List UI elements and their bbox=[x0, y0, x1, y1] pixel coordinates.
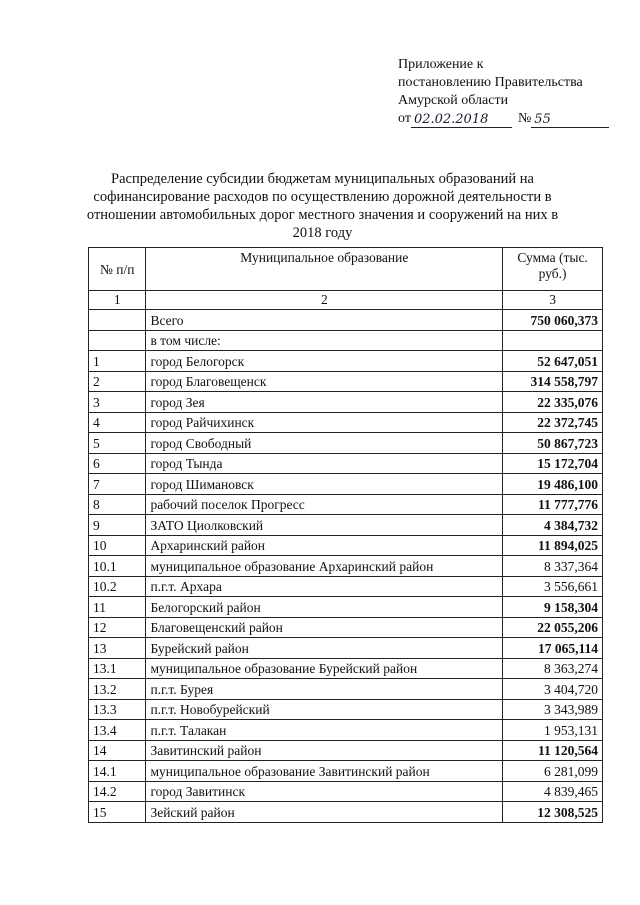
row-number: 13.2 bbox=[89, 679, 146, 700]
row-amount: 12 308,525 bbox=[503, 802, 603, 823]
row-number: 3 bbox=[89, 392, 146, 413]
col-number: 1 bbox=[89, 291, 146, 310]
row-amount: 3 556,661 bbox=[503, 576, 603, 597]
row-number: 4 bbox=[89, 412, 146, 433]
row-amount: 6 281,099 bbox=[503, 761, 603, 782]
row-amount: 52 647,051 bbox=[503, 351, 603, 372]
table-row bbox=[89, 781, 603, 802]
table-row bbox=[89, 699, 603, 720]
row-amount: 4 384,732 bbox=[503, 515, 603, 536]
table-row bbox=[89, 658, 603, 679]
table-row bbox=[89, 576, 603, 597]
appendix-date-line bbox=[398, 110, 609, 128]
row-municipality: город Зея bbox=[146, 392, 503, 413]
row-amount: 1 953,131 bbox=[503, 720, 603, 741]
handwritten-date: 02.02.2018 bbox=[411, 112, 512, 128]
row-number: 10.1 bbox=[89, 556, 146, 577]
row-amount: 11 894,025 bbox=[503, 535, 603, 556]
row-number: 14.1 bbox=[89, 761, 146, 782]
row-municipality: город Шимановск bbox=[146, 474, 503, 495]
table-row bbox=[89, 556, 603, 577]
col-number: 2 bbox=[146, 291, 503, 310]
table-row bbox=[89, 433, 603, 454]
row-amount: 9 158,304 bbox=[503, 597, 603, 618]
row-municipality: Зейский район bbox=[146, 802, 503, 823]
row-amount: 22 055,206 bbox=[503, 617, 603, 638]
row-number: 12 bbox=[89, 617, 146, 638]
header-sum: Сумма (тыс. руб.) bbox=[503, 248, 603, 291]
table-row bbox=[89, 740, 603, 761]
row-municipality: Завитинский район bbox=[146, 740, 503, 761]
from-label: от bbox=[398, 111, 411, 126]
table-row bbox=[89, 638, 603, 659]
number-label: № bbox=[517, 111, 532, 126]
row-amount: 22 372,745 bbox=[503, 412, 603, 433]
row-number: 14.2 bbox=[89, 781, 146, 802]
row-number: 2 bbox=[89, 371, 146, 392]
row-amount: 50 867,723 bbox=[503, 433, 603, 454]
row-municipality: рабочий поселок Прогресс bbox=[146, 494, 503, 515]
handwritten-number: 55 bbox=[531, 112, 609, 128]
appendix-block bbox=[398, 56, 609, 128]
table-row bbox=[89, 802, 603, 823]
table-row bbox=[89, 494, 603, 515]
row-number: 8 bbox=[89, 494, 146, 515]
row-municipality: город Свободный bbox=[146, 433, 503, 454]
row-amount: 4 839,465 bbox=[503, 781, 603, 802]
row-number bbox=[89, 330, 146, 351]
row-amount: 8 337,364 bbox=[503, 556, 603, 577]
row-municipality: муниципальное образование Завитинский район bbox=[146, 761, 503, 782]
row-amount bbox=[503, 330, 603, 351]
row-number: 7 bbox=[89, 474, 146, 495]
row-municipality: город Завитинск bbox=[146, 781, 503, 802]
row-number: 13.3 bbox=[89, 699, 146, 720]
table-row bbox=[89, 412, 603, 433]
row-amount: 11 120,564 bbox=[503, 740, 603, 761]
row-number: 13 bbox=[89, 638, 146, 659]
table-row bbox=[89, 679, 603, 700]
row-number: 5 bbox=[89, 433, 146, 454]
table-row bbox=[89, 515, 603, 536]
table-row bbox=[89, 597, 603, 618]
table-row bbox=[89, 310, 603, 331]
row-municipality: Всего bbox=[146, 310, 503, 331]
row-municipality: в том числе: bbox=[146, 330, 503, 351]
row-amount: 19 486,100 bbox=[503, 474, 603, 495]
row-number: 11 bbox=[89, 597, 146, 618]
row-number: 15 bbox=[89, 802, 146, 823]
appendix-line-1: Приложение к bbox=[398, 57, 484, 72]
col-number: 3 bbox=[503, 291, 603, 310]
row-amount: 15 172,704 bbox=[503, 453, 603, 474]
row-number: 10.2 bbox=[89, 576, 146, 597]
appendix-line-2: постановлению Правительства bbox=[398, 75, 583, 90]
table-row bbox=[89, 617, 603, 638]
table-row bbox=[89, 453, 603, 474]
row-municipality: Благовещенский район bbox=[146, 617, 503, 638]
row-municipality: п.г.т. Новобурейский bbox=[146, 699, 503, 720]
appendix-line-3: Амурской области bbox=[398, 93, 509, 108]
row-amount: 3 343,989 bbox=[503, 699, 603, 720]
table-row bbox=[89, 392, 603, 413]
table-row bbox=[89, 371, 603, 392]
table-row bbox=[89, 535, 603, 556]
row-municipality: Архаринский район bbox=[146, 535, 503, 556]
table-row bbox=[89, 330, 603, 351]
table-row bbox=[89, 351, 603, 372]
table-row bbox=[89, 474, 603, 495]
row-municipality: п.г.т. Бурея bbox=[146, 679, 503, 700]
row-municipality: муниципальное образование Архаринский район bbox=[146, 556, 503, 577]
row-number: 6 bbox=[89, 453, 146, 474]
row-municipality: Белогорский район bbox=[146, 597, 503, 618]
row-amount: 750 060,373 bbox=[503, 310, 603, 331]
row-municipality: город Райчихинск bbox=[146, 412, 503, 433]
row-municipality: п.г.т. Талакан bbox=[146, 720, 503, 741]
row-amount: 22 335,076 bbox=[503, 392, 603, 413]
row-number: 1 bbox=[89, 351, 146, 372]
row-municipality: город Белогорск bbox=[146, 351, 503, 372]
header-name: Муниципальное образование bbox=[146, 248, 503, 291]
row-number: 13.4 bbox=[89, 720, 146, 741]
table-header-row bbox=[89, 248, 603, 291]
row-amount: 314 558,797 bbox=[503, 371, 603, 392]
row-amount: 11 777,776 bbox=[503, 494, 603, 515]
row-municipality: муниципальное образование Бурейский район bbox=[146, 658, 503, 679]
document-title: Распределение субсидии бюджетам муниципальных образований на софинансирование расходов по осуществлению дорожной деятельности в отношении автомобильных дорог местного значения и сооружений на них в 2018 году bbox=[86, 171, 559, 241]
row-municipality: город Благовещенск bbox=[146, 371, 503, 392]
row-number: 14 bbox=[89, 740, 146, 761]
row-municipality: Бурейский район bbox=[146, 638, 503, 659]
row-municipality: п.г.т. Архара bbox=[146, 576, 503, 597]
row-amount: 3 404,720 bbox=[503, 679, 603, 700]
table-row bbox=[89, 761, 603, 782]
row-amount: 17 065,114 bbox=[503, 638, 603, 659]
table-row bbox=[89, 720, 603, 741]
row-number: 10 bbox=[89, 535, 146, 556]
row-municipality: ЗАТО Циолковский bbox=[146, 515, 503, 536]
row-amount: 8 363,274 bbox=[503, 658, 603, 679]
row-municipality: город Тында bbox=[146, 453, 503, 474]
row-number: 9 bbox=[89, 515, 146, 536]
row-number: 13.1 bbox=[89, 658, 146, 679]
distribution-table bbox=[88, 247, 603, 823]
row-number bbox=[89, 310, 146, 331]
column-number-row bbox=[89, 291, 603, 310]
header-num: № п/п bbox=[89, 248, 146, 291]
